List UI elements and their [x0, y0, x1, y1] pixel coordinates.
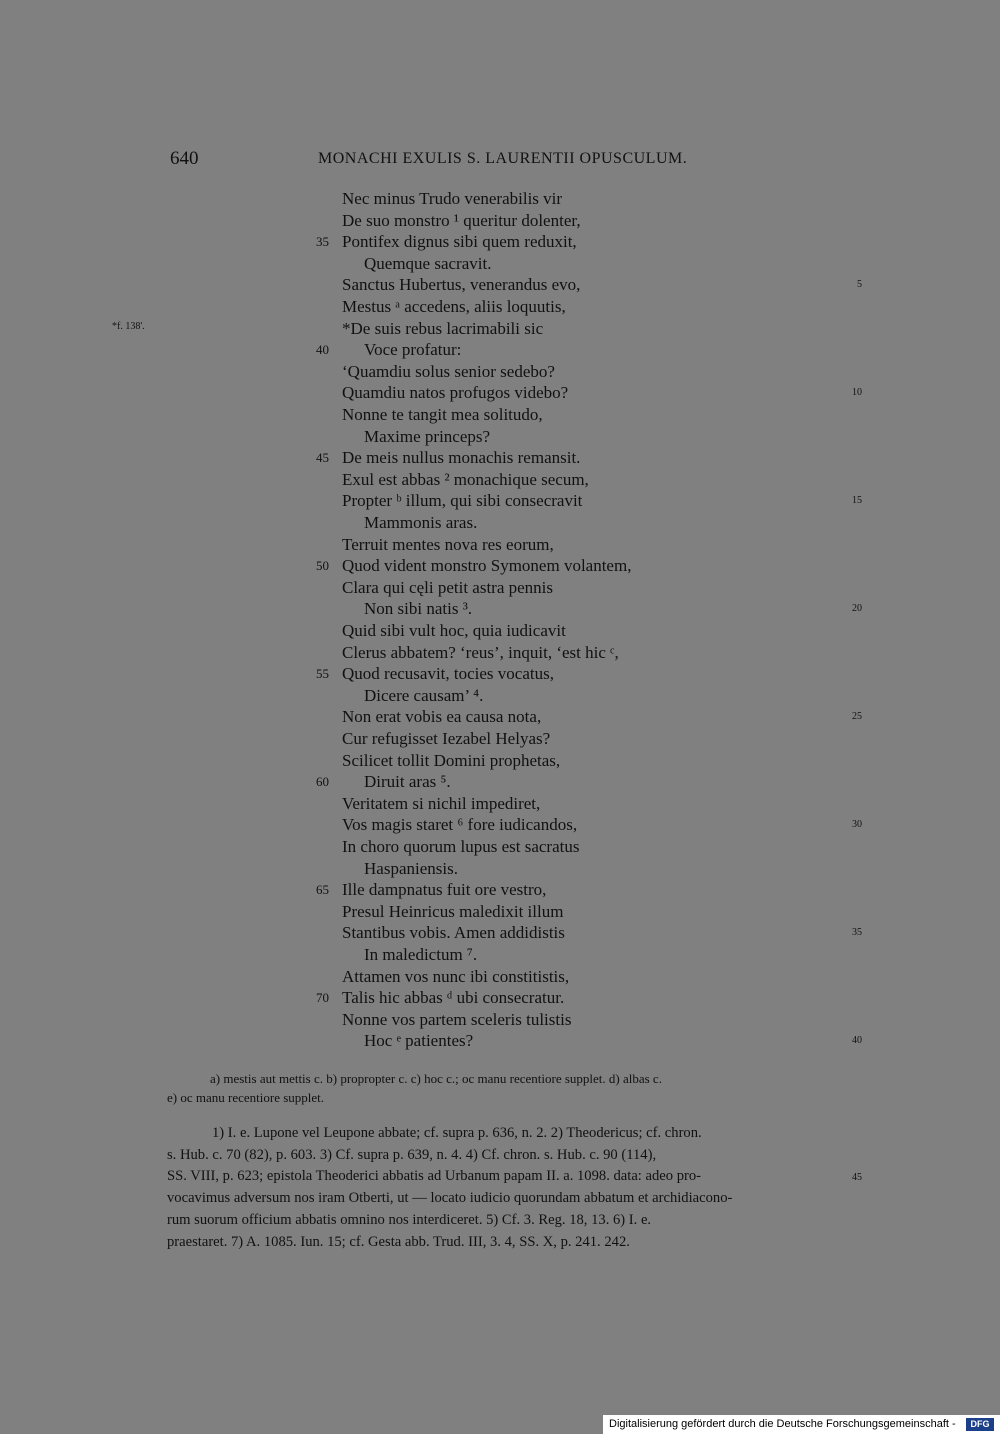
verse-line: De suo monstro ¹ queritur dolenter, [342, 210, 581, 230]
verse-line: Presul Heinricus maledixit illum [342, 901, 564, 921]
verse-line: Nonne vos partem sceleris tulistis [342, 1009, 572, 1029]
verse-line: Talis hic abbas ᵈ ubi consecratur. [342, 988, 565, 1008]
verse-line: Quemque sacravit. [364, 253, 492, 273]
running-title: MONACHI EXULIS S. LAURENTII OPUSCULUM. [318, 150, 688, 167]
line-number-right: 40 [852, 1035, 862, 1046]
footer-text: Digitalisierung gefördert durch die Deutsche Forschungsgemeinschaft - [609, 1418, 956, 1430]
verse-line: Clara qui cęli petit astra pennis [342, 577, 554, 597]
line-number-right: 20 [852, 603, 862, 614]
verse-line: Mammonis aras. [364, 513, 478, 532]
verse-line: Quid sibi vult hoc, quia iudicavit [342, 621, 566, 640]
verse-line: Propter ᵇ illum, qui sibi consecravit [342, 491, 583, 511]
verse-line: In choro quorum lupus est sacratus [342, 837, 580, 856]
verse-line: Mestus ᵃ accedens, aliis loquutis, [342, 297, 566, 316]
line-number-left: 45 [316, 450, 329, 466]
line-number-right: 25 [852, 711, 862, 722]
verse-line: Voce profatur: [364, 340, 462, 360]
verse-line: *De suis rebus lacrimabili sic [342, 318, 544, 338]
verse-line: Nec minus Trudo venerabilis vir [342, 189, 563, 208]
verse-line: Quamdiu natos profugos videbo? [342, 383, 569, 403]
line-number-left: 65 [316, 882, 329, 898]
line-number-left: 35 [316, 234, 329, 250]
line-number-left: 55 [316, 666, 329, 682]
verse-line: Ille dampnatus fuit ore vestro, [342, 880, 547, 900]
line-number-right: 30 [852, 819, 862, 830]
verse-line: Sanctus Hubertus, venerandus evo, [342, 275, 581, 295]
footnote-line: SS. VIII, p. 623; epistola Theoderici abbatis ad Urbanum papam II. a. 1098. data: adeo pro- [167, 1168, 702, 1185]
verse-line: Non erat vobis ea causa nota, [342, 707, 542, 727]
line-number-left: 50 [316, 558, 329, 574]
verse-line: Scilicet tollit Domini prophetas, [342, 750, 561, 770]
dfg-footer [603, 1415, 1000, 1434]
footnote-line: s. Hub. c. 70 (82), p. 603. 3) Cf. supra p. 639, n. 4. 4) Cf. chron. s. Hub. c. 90 (114), [167, 1146, 657, 1163]
line-number-left: 40 [316, 342, 329, 358]
verse-line: Exul est abbas ² monachique secum, [342, 469, 589, 489]
verse-line: De meis nullus monachis remansit. [342, 448, 581, 468]
line-number-right: 15 [852, 495, 862, 506]
verse-line: Quod recusavit, tocies vocatus, [342, 664, 554, 684]
verse-line: Stantibus vobis. Amen addidistis [342, 923, 565, 943]
line-number-right: 5 [857, 279, 862, 290]
verse-line: Maxime princeps? [364, 426, 491, 446]
footnote-line: vocavimus adversum nos iram Otberti, ut — locato iudicio quorundam abbatum et archidiacono- [167, 1190, 733, 1207]
verse-line: Quod vident monstro Symonem volantem, [342, 556, 632, 576]
verse-line: Cur refugisset Iezabel Helyas? [342, 729, 551, 748]
folio-margin-note: *f. 138'. [112, 321, 145, 332]
verse-line: Diruit aras ⁵. [364, 772, 451, 792]
verse-line: Pontifex dignus sibi quem reduxit, [342, 232, 577, 252]
verse-line: Veritatem si nichil impediret, [342, 793, 541, 813]
footnote-line: rum suorum officium abbatis omnino nos interdiceret. 5) Cf. 3. Reg. 18, 13. 6) I. e. [167, 1211, 652, 1228]
verse-line: Haspaniensis. [364, 858, 458, 878]
line-number-left: 70 [316, 990, 329, 1006]
verse-line: In maledictum ⁷. [364, 945, 478, 964]
line-number-left: 60 [316, 774, 329, 790]
verse-line: Non sibi natis ³. [364, 599, 473, 619]
dfg-logo: DFG [966, 1418, 994, 1431]
apparatus-line: a) mestis aut mettis c. b) propropter c. c) hoc c.; oc manu recentiore supplet. d) albas c. [210, 1071, 662, 1086]
verse-line: ‘Quamdiu solus senior sedebo? [342, 361, 555, 381]
verse-line: Attamen vos nunc ibi constitistis, [342, 966, 570, 986]
footnote-line: praestaret. 7) A. 1085. Iun. 15; cf. Gesta abb. Trud. III, 3. 4, SS. X, p. 241. 242. [167, 1233, 630, 1250]
verse-line: Hoc ᵉ patientes? [364, 1031, 474, 1051]
apparatus-line: e) oc manu recentiore supplet. [167, 1090, 325, 1105]
line-number-right: 35 [852, 927, 862, 938]
line-number-right: 45 [852, 1172, 862, 1183]
verse-line: Dicere causam’ ⁴. [364, 685, 484, 705]
footnote-line: 1) I. e. Lupone vel Leupone abbate; cf. supra p. 636, n. 2. 2) Theodericus; cf. chron. [212, 1125, 702, 1141]
verse-line: Terruit mentes nova res eorum, [342, 534, 554, 554]
verse-line: Clerus abbatem? ‘reus’, inquit, ‘est hic ᶜ, [342, 642, 619, 662]
page-number: 640 [170, 148, 199, 169]
verse-line: Nonne te tangit mea solitudo, [342, 405, 543, 424]
verse-line: Vos magis staret ⁶ fore iudicandos, [342, 815, 578, 835]
line-number-right: 10 [852, 387, 862, 398]
